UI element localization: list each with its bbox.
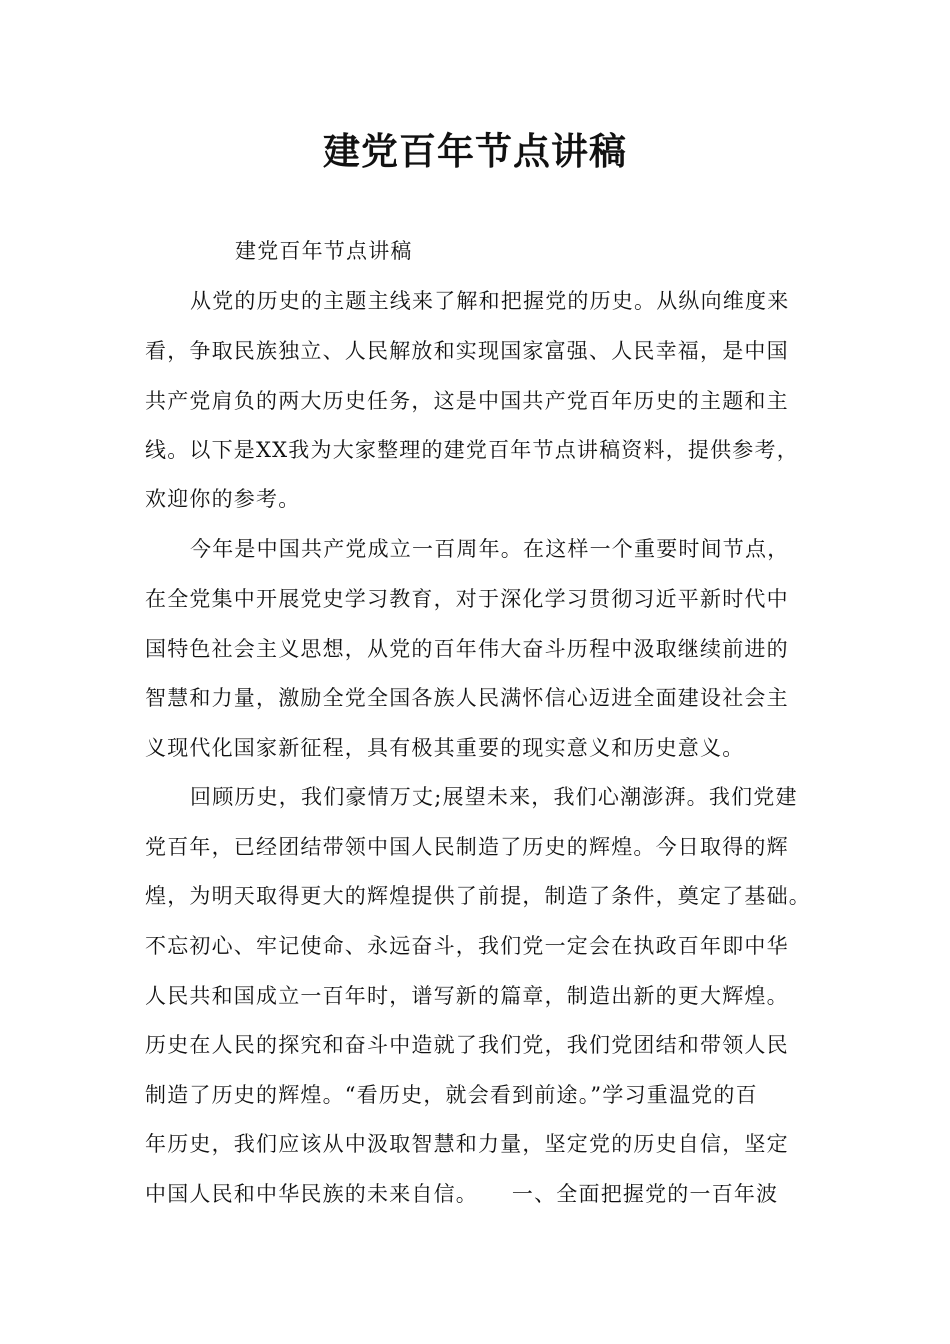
paragraph-line: 义现代化国家新征程，具有极其重要的现实意义和历史意义。	[145, 736, 745, 760]
paragraph-line: 煌，为明天取得更大的辉煌提供了前提，制造了条件，奠定了基础。	[145, 884, 811, 908]
paragraph-line: 不忘初心、牢记使命、永远奋斗，我们党一定会在执政百年即中华	[145, 934, 789, 958]
paragraph-line: 国特色社会主义思想，从党的百年伟大奋斗历程中汲取继续前进的	[145, 637, 789, 661]
paragraph-line: 回顾历史，我们豪情万丈;展望未来，我们心潮澎湃。我们党建	[190, 785, 798, 809]
paragraph-line: 欢迎你的参考。	[145, 487, 301, 511]
paragraph-line: 看，争取民族独立、人民解放和实现国家富强、人民幸福，是中国	[145, 339, 789, 363]
paragraph-line: 在全党集中开展党史学习教育，对于深化学习贯彻习近平新时代中	[145, 587, 789, 611]
document-subtitle: 建党百年节点讲稿	[235, 239, 413, 263]
paragraph-line: 中国人民和中华民族的未来自信。 一、全面把握党的一百年波	[145, 1182, 779, 1206]
paragraph-line: 智慧和力量，激励全党全国各族人民满怀信心迈进全面建设社会主	[145, 686, 789, 710]
paragraph-line: 年历史，我们应该从中汲取智慧和力量，坚定党的历史自信，坚定	[145, 1132, 789, 1156]
paragraph-line: 党百年，已经团结带领中国人民制造了历史的辉煌。今日取得的辉	[145, 835, 789, 859]
document-title: 建党百年节点讲稿	[323, 130, 627, 173]
paragraph-line: 制造了历史的辉煌。“看历史，就会看到前途。”学习重温党的百	[145, 1083, 758, 1107]
paragraph-line: 历史在人民的探究和奋斗中造就了我们党，我们党团结和带领人民	[145, 1033, 789, 1057]
paragraph-line: 线。以下是XX我为大家整理的建党百年节点讲稿资料，提供参考，	[145, 438, 799, 462]
paragraph-line: 从党的历史的主题主线来了解和把握党的历史。从纵向维度来	[190, 289, 790, 313]
paragraph-line: 共产党肩负的两大历史任务，这是中国共产党百年历史的主题和主	[145, 389, 789, 413]
paragraph-line: 今年是中国共产党成立一百周年。在这样一个重要时间节点，	[190, 537, 790, 561]
paragraph-line: 人民共和国成立一百年时，谱写新的篇章，制造出新的更大辉煌。	[145, 984, 789, 1008]
